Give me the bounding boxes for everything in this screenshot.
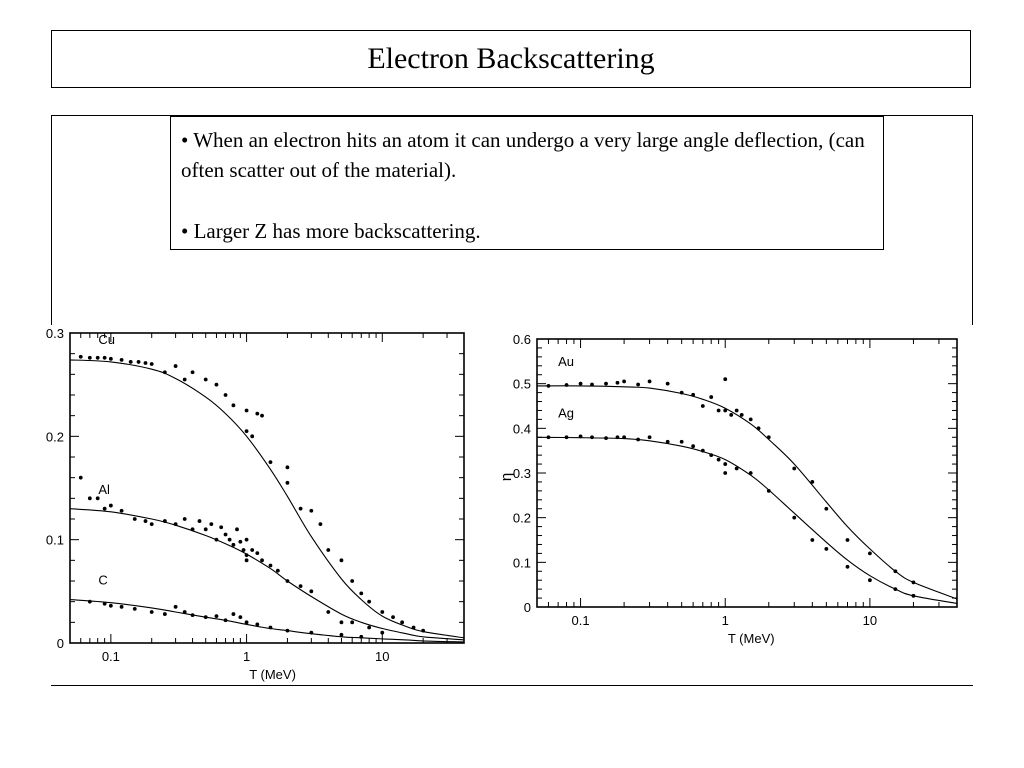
data-point-c bbox=[255, 623, 259, 627]
data-point-al bbox=[340, 620, 344, 624]
data-point-cu bbox=[359, 592, 363, 596]
data-point-cu bbox=[150, 362, 154, 366]
data-point-al bbox=[150, 522, 154, 526]
data-point-au bbox=[757, 426, 761, 430]
data-point-au bbox=[680, 391, 684, 395]
data-point-al bbox=[183, 517, 187, 521]
data-point-c bbox=[215, 614, 219, 618]
series-curve-ag bbox=[537, 437, 957, 603]
data-point-cu bbox=[109, 357, 113, 361]
data-point-ag bbox=[735, 467, 739, 471]
x-tick-label: 0.1 bbox=[571, 613, 590, 628]
data-point-cu bbox=[250, 434, 254, 438]
data-point-c bbox=[133, 607, 137, 611]
data-point-c bbox=[174, 605, 178, 609]
data-point-cu bbox=[183, 378, 187, 382]
data-point-cu bbox=[232, 403, 236, 407]
data-point-al bbox=[367, 626, 371, 630]
data-point-cu bbox=[120, 358, 124, 362]
data-point-au bbox=[604, 382, 608, 386]
series-curve-c bbox=[70, 600, 464, 642]
data-point-ag bbox=[648, 435, 652, 439]
data-point-al bbox=[245, 538, 249, 542]
data-point-au bbox=[717, 409, 721, 413]
data-point-ag bbox=[636, 438, 640, 442]
data-point-cu bbox=[224, 393, 228, 397]
y-tick-label: 0.2 bbox=[512, 510, 531, 526]
data-point-ag bbox=[709, 453, 713, 457]
left-plot-panel bbox=[30, 325, 470, 685]
data-point-au bbox=[547, 384, 551, 388]
left-chart bbox=[30, 325, 470, 685]
x-axis-label: T (MeV) bbox=[727, 631, 775, 646]
y-tick-label: 0.4 bbox=[512, 421, 531, 437]
series-curve-cu bbox=[70, 360, 464, 638]
y-tick-label: 0.2 bbox=[45, 429, 64, 445]
data-point-au bbox=[810, 480, 814, 484]
data-point-ag bbox=[691, 444, 695, 448]
data-point-ag bbox=[717, 458, 721, 462]
data-point-ag bbox=[824, 547, 828, 551]
data-point-ag bbox=[622, 435, 626, 439]
data-point-cu bbox=[144, 361, 148, 365]
y-tick-label: 0.3 bbox=[512, 466, 531, 481]
slide-title: Electron Backscattering bbox=[367, 42, 655, 75]
x-tick-label: 0.1 bbox=[101, 649, 120, 664]
data-point-c bbox=[163, 612, 167, 616]
data-point-au bbox=[648, 380, 652, 384]
data-point-cu bbox=[163, 370, 167, 374]
data-point-ag bbox=[565, 435, 569, 439]
data-point-ag bbox=[604, 436, 608, 440]
data-point-au bbox=[740, 413, 744, 417]
y-axis-label: η bbox=[498, 472, 515, 482]
data-point-al bbox=[174, 522, 178, 526]
data-point-al bbox=[224, 533, 228, 537]
data-point-cu bbox=[286, 481, 290, 485]
data-point-ag bbox=[723, 462, 727, 466]
data-point-c bbox=[340, 633, 344, 637]
data-point-au bbox=[912, 581, 916, 585]
data-point-al bbox=[198, 519, 202, 523]
data-point-al bbox=[245, 553, 249, 557]
data-point-al bbox=[250, 548, 254, 552]
data-point-al bbox=[235, 527, 239, 531]
data-point-al bbox=[209, 522, 213, 526]
data-point-au bbox=[636, 383, 640, 387]
data-point-al bbox=[269, 564, 273, 568]
bullet-box bbox=[170, 116, 884, 250]
data-point-au bbox=[749, 418, 753, 422]
data-point-ag bbox=[893, 587, 897, 591]
data-point-ag bbox=[868, 578, 872, 582]
y-tick-label: 0.1 bbox=[45, 532, 64, 548]
data-point-ag bbox=[680, 440, 684, 444]
data-point-cu bbox=[286, 465, 290, 469]
data-point-ag bbox=[616, 435, 620, 439]
bullet-item: • Larger Z has more backscattering. bbox=[181, 219, 481, 243]
data-point-al bbox=[242, 548, 246, 552]
x-tick-label: 1 bbox=[242, 649, 251, 664]
y-tick-label: 0.1 bbox=[512, 555, 531, 571]
data-point-c bbox=[204, 615, 208, 619]
data-point-al bbox=[228, 538, 232, 542]
data-point-ag bbox=[846, 565, 850, 569]
data-point-c bbox=[245, 620, 249, 624]
data-point-ag bbox=[666, 440, 670, 444]
data-point-cu bbox=[204, 378, 208, 382]
data-point-ag bbox=[723, 471, 727, 475]
data-point-c bbox=[269, 626, 273, 630]
data-point-c bbox=[150, 610, 154, 614]
data-point-ag bbox=[767, 489, 771, 493]
data-point-al bbox=[350, 620, 354, 624]
data-point-ag bbox=[792, 516, 796, 520]
data-point-al bbox=[96, 496, 100, 500]
right-plot-panel bbox=[487, 325, 973, 685]
data-point-au bbox=[579, 382, 583, 386]
series-label-al: Al bbox=[98, 481, 110, 497]
data-point-cu bbox=[350, 579, 354, 583]
data-point-cu bbox=[269, 460, 273, 464]
data-point-au bbox=[622, 380, 626, 384]
data-point-ag bbox=[912, 594, 916, 598]
data-point-c bbox=[120, 605, 124, 609]
data-point-al bbox=[286, 579, 290, 583]
data-point-cu bbox=[129, 360, 133, 364]
data-point-al bbox=[245, 558, 249, 562]
data-point-cu bbox=[319, 522, 323, 526]
data-point-c bbox=[109, 604, 113, 608]
data-point-au bbox=[701, 404, 705, 408]
data-point-cu bbox=[191, 370, 195, 374]
data-point-cu bbox=[245, 409, 249, 413]
data-point-ag bbox=[579, 434, 583, 438]
data-point-cu bbox=[245, 429, 249, 433]
data-point-al bbox=[88, 496, 92, 500]
data-point-au bbox=[893, 569, 897, 573]
data-point-cu bbox=[174, 364, 178, 368]
data-point-al bbox=[299, 584, 303, 588]
data-point-cu bbox=[400, 620, 404, 624]
data-point-au bbox=[590, 383, 594, 387]
plot-frame bbox=[70, 333, 464, 643]
data-point-c bbox=[232, 612, 236, 616]
data-point-al bbox=[103, 507, 107, 511]
data-point-c bbox=[183, 610, 187, 614]
data-point-c bbox=[191, 613, 195, 617]
data-point-au bbox=[616, 381, 620, 385]
data-point-au bbox=[666, 382, 670, 386]
data-point-cu bbox=[79, 355, 83, 359]
series-label-c: C bbox=[98, 572, 108, 588]
data-point-cu bbox=[215, 383, 219, 387]
data-point-c bbox=[224, 618, 228, 622]
data-point-au bbox=[709, 395, 713, 399]
data-point-cu bbox=[299, 507, 303, 511]
data-point-au bbox=[723, 409, 727, 413]
data-point-al bbox=[109, 504, 113, 508]
data-point-c bbox=[359, 635, 363, 639]
data-point-au bbox=[868, 552, 872, 556]
data-point-al bbox=[219, 525, 223, 529]
data-point-al bbox=[79, 476, 83, 480]
data-point-cu bbox=[255, 412, 259, 416]
data-point-al bbox=[120, 509, 124, 513]
series-label-cu: Cu bbox=[98, 331, 115, 347]
data-point-ag bbox=[701, 449, 705, 453]
y-tick-label: 0 bbox=[56, 636, 64, 651]
data-point-ag bbox=[547, 435, 551, 439]
data-point-au bbox=[846, 538, 850, 542]
data-point-cu bbox=[421, 629, 425, 633]
data-point-au bbox=[691, 393, 695, 397]
data-point-al bbox=[276, 569, 280, 573]
data-point-cu bbox=[88, 356, 92, 360]
x-tick-label: 10 bbox=[375, 649, 390, 664]
series-curve-al bbox=[70, 509, 464, 640]
data-point-au bbox=[729, 413, 733, 417]
data-point-au bbox=[735, 409, 739, 413]
data-point-ag bbox=[810, 538, 814, 542]
data-point-al bbox=[326, 610, 330, 614]
data-point-al bbox=[380, 631, 384, 635]
x-tick-label: 1 bbox=[721, 613, 729, 628]
data-point-cu bbox=[340, 558, 344, 562]
data-point-cu bbox=[391, 615, 395, 619]
series-curve-au bbox=[537, 386, 957, 599]
data-point-al bbox=[144, 519, 148, 523]
data-point-cu bbox=[326, 548, 330, 552]
data-point-c bbox=[88, 600, 92, 604]
data-point-cu bbox=[260, 414, 264, 418]
data-point-al bbox=[215, 538, 219, 542]
data-point-cu bbox=[412, 626, 416, 630]
data-point-al bbox=[191, 527, 195, 531]
data-point-cu bbox=[103, 356, 107, 360]
data-point-cu bbox=[309, 509, 313, 513]
data-point-cu bbox=[367, 600, 371, 604]
data-point-al bbox=[309, 589, 313, 593]
data-point-al bbox=[133, 517, 137, 521]
data-point-au bbox=[565, 383, 569, 387]
data-point-cu bbox=[137, 360, 141, 364]
bullet-item: • When an electron hits an atom it can undergo a very large angle deflection, (can often scatter out of the material). bbox=[181, 128, 865, 182]
data-point-al bbox=[163, 519, 167, 523]
data-point-al bbox=[238, 540, 242, 544]
data-point-al bbox=[260, 558, 264, 562]
y-tick-label: 0.5 bbox=[512, 376, 531, 392]
data-point-c bbox=[103, 602, 107, 606]
data-point-ag bbox=[590, 435, 594, 439]
data-point-al bbox=[255, 551, 259, 555]
series-label-ag: Ag bbox=[558, 405, 575, 421]
data-point-au bbox=[824, 507, 828, 511]
x-tick-label: 10 bbox=[862, 613, 878, 628]
data-point-au bbox=[723, 377, 727, 381]
data-point-au bbox=[792, 467, 796, 471]
data-point-ag bbox=[749, 471, 753, 475]
y-tick-label: 0.6 bbox=[512, 332, 531, 347]
data-point-cu bbox=[96, 356, 100, 360]
data-point-c bbox=[309, 631, 313, 635]
x-axis-label: T (MeV) bbox=[249, 667, 296, 682]
data-point-al bbox=[232, 543, 236, 547]
data-point-cu bbox=[380, 610, 384, 614]
y-tick-label: 0.3 bbox=[45, 326, 64, 341]
title-box bbox=[51, 30, 971, 88]
series-label-au: Au bbox=[558, 353, 575, 369]
data-point-al bbox=[204, 527, 208, 531]
data-point-c bbox=[286, 629, 290, 633]
data-point-c bbox=[238, 615, 242, 619]
data-point-au bbox=[767, 435, 771, 439]
right-chart bbox=[487, 325, 973, 685]
y-tick-label: 0 bbox=[523, 600, 531, 615]
